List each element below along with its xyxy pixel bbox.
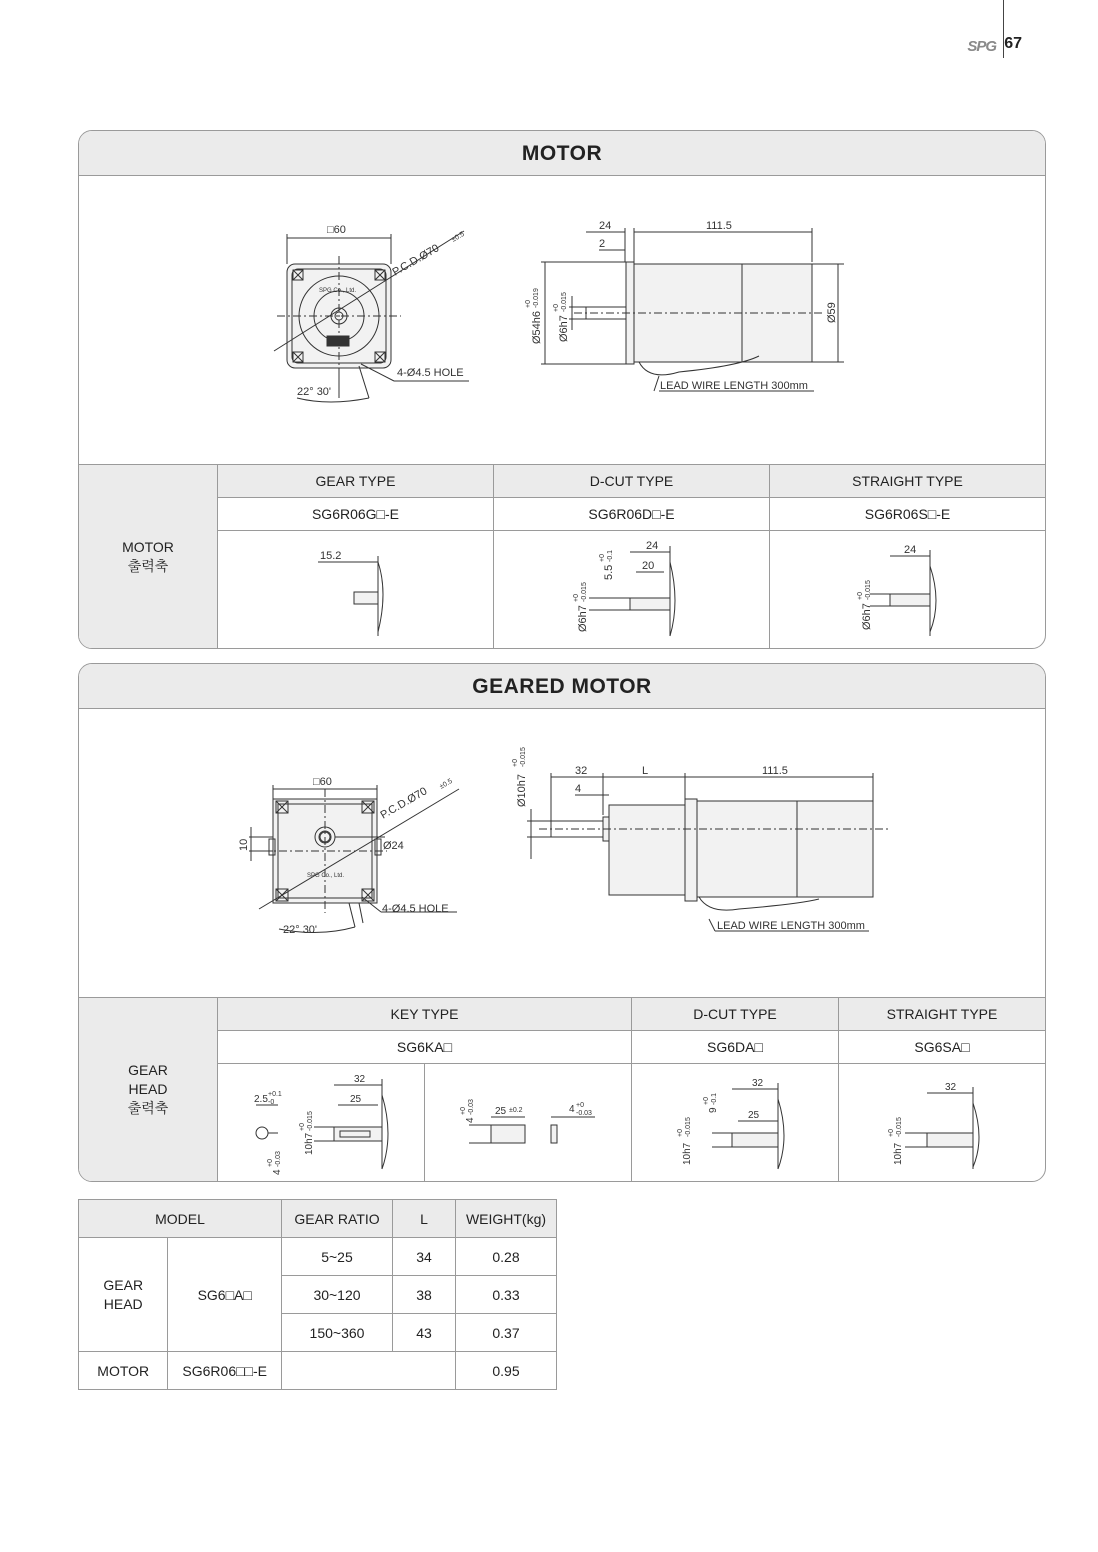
page-number: 67 bbox=[1004, 35, 1022, 52]
geared-side-1115-label: 111.5 bbox=[762, 765, 788, 777]
gear-type-dcut: D-CUT TYPE bbox=[632, 998, 839, 1031]
gear-model-key: SG6KA□ bbox=[218, 1031, 632, 1064]
gear-type-key: KEY TYPE bbox=[218, 998, 632, 1031]
geared-side-shaft-tol-up: +0 bbox=[512, 759, 519, 767]
motor-straight-shaft-tol-dn: -0.015 bbox=[865, 579, 872, 600]
gear-key-piece-drawing bbox=[425, 1064, 632, 1182]
geared-front-offset-label: 10 bbox=[238, 838, 250, 851]
motor-gear-shaft-drawing bbox=[218, 531, 494, 649]
header-gear-ratio: GEAR RATIO bbox=[282, 1200, 393, 1238]
geared-front-boss-label: Ø24 bbox=[383, 840, 404, 852]
gear-key-piece-side-tol-up: +0 bbox=[460, 1106, 467, 1115]
gear-head-model: SG6□A□ bbox=[168, 1238, 282, 1352]
motor-side-lead-label: LEAD WIRE LENGTH 300mm bbox=[660, 380, 808, 392]
gear-dcut-shaft-drawing bbox=[632, 1064, 839, 1182]
geared-side-shaft-tol-dn: -0.015 bbox=[520, 747, 527, 767]
table-row-weight: 0.28 bbox=[456, 1238, 557, 1276]
gear-straight-shaft-tol-dn: -0.015 bbox=[896, 1116, 903, 1137]
motor-side-shaft-tol-up: +0 bbox=[553, 304, 560, 312]
model-weight-table bbox=[78, 1199, 557, 1390]
motor-gear-dim: 15.2 bbox=[320, 549, 342, 562]
motor-dcut-shaft: Ø6h7 bbox=[577, 604, 589, 632]
geared-motor-title: GEARED MOTOR bbox=[79, 664, 1045, 709]
geared-front-hole-label: 4-Ø4.5 HOLE bbox=[382, 903, 449, 915]
motor-front-pcd-tol: ±0.5 bbox=[450, 230, 466, 244]
page-header bbox=[898, 30, 1098, 70]
geared-side-4-label: 4 bbox=[575, 783, 582, 795]
motor-side-pilot-label: Ø54h6 bbox=[531, 310, 543, 344]
motor-front-hole-label: 4-Ø4.5 HOLE bbox=[397, 367, 464, 379]
table-row-weight: 0.37 bbox=[456, 1314, 557, 1352]
geared-motor-drawings bbox=[79, 709, 1045, 997]
table-row-ratio: 5~25 bbox=[282, 1238, 393, 1276]
motor-spec-table bbox=[79, 464, 1045, 648]
motor-dcut-shaft-drawing bbox=[494, 531, 770, 649]
motor-straight-len: 24 bbox=[904, 543, 917, 556]
motor-dcut-flat-tol-up: +0 bbox=[599, 553, 606, 562]
motor-label: MOTOR bbox=[79, 1352, 168, 1390]
geared-side-shaft-label: Ø10h7 bbox=[516, 773, 528, 807]
gear-key-piece-side-tol-dn: -0.03 bbox=[468, 1098, 475, 1115]
gear-key-w: 2.5 bbox=[254, 1093, 268, 1105]
geared-side-lead-label: LEAD WIRE LENGTH 300mm bbox=[717, 920, 865, 932]
motor-straight-shaft-drawing bbox=[770, 531, 1046, 649]
gear-model-straight: SG6SA□ bbox=[839, 1031, 1046, 1064]
spg-logo: SPG bbox=[967, 38, 996, 55]
motor-dcut-shaft-tol-up: +0 bbox=[573, 593, 580, 602]
motor-panel bbox=[78, 130, 1046, 649]
gear-dcut-flat-tol-up: +0 bbox=[703, 1096, 710, 1105]
table-row-ratio: 30~120 bbox=[282, 1276, 393, 1314]
gear-key-h-tol-up: +0 bbox=[267, 1158, 274, 1167]
gear-key-piece-t-tol-dn: -0.03 bbox=[576, 1109, 592, 1117]
motor-side-24-label: 24 bbox=[599, 220, 612, 232]
motor-title: MOTOR bbox=[79, 131, 1045, 176]
motor-model-gear: SG6R06G□-E bbox=[218, 498, 494, 531]
motor-type-straight: STRAIGHT TYPE bbox=[770, 465, 1046, 498]
gear-key-piece-t-tol-up: +0 bbox=[576, 1101, 584, 1109]
gear-key-w-tol-dn: -0 bbox=[268, 1098, 275, 1106]
motor-dcut-flat-h: 5.5 bbox=[603, 564, 615, 580]
motor-side-shaft-tol-dn: -0.015 bbox=[561, 292, 568, 312]
gear-key-key-len: 25 bbox=[350, 1093, 362, 1105]
gear-key-w-tol-up: +0.1 bbox=[268, 1090, 282, 1098]
geared-side-32-label: 32 bbox=[575, 765, 588, 777]
table-row-l: 43 bbox=[393, 1314, 456, 1352]
motor-side-shaft-label: Ø6h7 bbox=[558, 315, 570, 342]
gear-straight-shaft: 10h7 bbox=[893, 1142, 904, 1165]
geared-side-view bbox=[527, 773, 889, 931]
table-row-weight: 0.33 bbox=[456, 1276, 557, 1314]
gear-dcut-len: 32 bbox=[752, 1077, 764, 1089]
table-row-ratio: 150~360 bbox=[282, 1314, 393, 1352]
motor-model-straight: SG6R06S□-E bbox=[770, 498, 1046, 531]
motor-dcut-shaft-tol-dn: -0.015 bbox=[581, 581, 588, 602]
gear-key-shaft-tol-dn: -0.015 bbox=[307, 1110, 314, 1131]
motor-dcut-flat: 20 bbox=[642, 559, 655, 572]
gear-dcut-flat-h: 9 bbox=[708, 1106, 719, 1113]
table-row-l: 38 bbox=[393, 1276, 456, 1314]
gear-key-h-tol-dn: -0.03 bbox=[275, 1150, 282, 1167]
motor-dcut-flat-tol-dn: -0.1 bbox=[607, 549, 614, 562]
motor-side-view bbox=[541, 228, 844, 391]
gear-key-piece-len-tol: ±0.2 bbox=[509, 1106, 523, 1114]
gear-dcut-shaft-tol-up: +0 bbox=[677, 1128, 684, 1137]
gear-key-piece-len: 25 bbox=[495, 1105, 507, 1117]
geared-front-pcd-tol: ±0.5 bbox=[438, 777, 454, 791]
motor-side-body-label: Ø59 bbox=[826, 302, 838, 323]
gear-key-piece-side: 4 bbox=[465, 1116, 476, 1123]
gear-head-label: GEAR HEAD bbox=[79, 1238, 168, 1352]
geared-front-pcd-label: P.C.D.Ø70 bbox=[378, 785, 430, 822]
geared-motor-drawing-svg bbox=[79, 709, 1045, 997]
motor-straight-shaft: Ø6h7 bbox=[861, 602, 873, 630]
motor-straight-shaft-tol-up: +0 bbox=[857, 591, 864, 600]
gear-dcut-shaft: 10h7 bbox=[682, 1142, 693, 1165]
geared-spec-table bbox=[79, 997, 1045, 1181]
gear-key-shaft-tol-up: +0 bbox=[299, 1122, 306, 1131]
motor-row-label: MOTOR 출력축 bbox=[79, 465, 218, 649]
gear-straight-len: 32 bbox=[945, 1081, 957, 1093]
motor-front-angle-label: 22° 30' bbox=[297, 386, 332, 398]
motor-drawings bbox=[79, 176, 1045, 464]
gear-straight-shaft-drawing bbox=[839, 1064, 1046, 1182]
motor-drawing-svg bbox=[79, 176, 1045, 464]
header-weight: WEIGHT(kg) bbox=[456, 1200, 557, 1238]
motor-front-pcd-label: P.C.D.Ø70 bbox=[390, 242, 442, 279]
motor-front-square-label: □60 bbox=[327, 224, 346, 236]
motor-front-brand: SPG Co., Ltd. bbox=[319, 288, 357, 294]
gear-key-shaft-drawing bbox=[218, 1064, 425, 1182]
motor-model-dcut: SG6R06D□-E bbox=[494, 498, 770, 531]
motor-type-dcut: D-CUT TYPE bbox=[494, 465, 770, 498]
motor-side-2-label: 2 bbox=[599, 238, 606, 250]
gear-key-len: 32 bbox=[354, 1073, 366, 1085]
motor-side-pilot-tol-up: +0 bbox=[525, 300, 532, 308]
gear-dcut-flat: 25 bbox=[748, 1109, 760, 1121]
motor-dcut-len: 24 bbox=[646, 539, 659, 552]
gear-dcut-flat-tol-dn: -0.1 bbox=[711, 1092, 718, 1105]
motor-model: SG6R06□□-E bbox=[168, 1352, 282, 1390]
gear-straight-shaft-tol-up: +0 bbox=[888, 1128, 895, 1137]
geared-side-l-label: L bbox=[642, 765, 649, 777]
gear-type-straight: STRAIGHT TYPE bbox=[839, 998, 1046, 1031]
motor-side-pilot-tol-dn: -0.019 bbox=[533, 288, 540, 308]
header-model: MODEL bbox=[79, 1200, 282, 1238]
gear-key-piece-t: 4 bbox=[569, 1103, 575, 1115]
gear-dcut-shaft-tol-dn: -0.015 bbox=[685, 1116, 692, 1137]
geared-front-square-label: □60 bbox=[313, 776, 332, 788]
gear-key-h: 4 bbox=[272, 1168, 283, 1175]
gear-head-row-label: GEAR HEAD 출력축 bbox=[79, 998, 218, 1182]
gear-model-dcut: SG6DA□ bbox=[632, 1031, 839, 1064]
header-l: L bbox=[393, 1200, 456, 1238]
motor-type-gear: GEAR TYPE bbox=[218, 465, 494, 498]
motor-empty-cell bbox=[282, 1352, 456, 1390]
motor-side-1115-label: 111.5 bbox=[706, 220, 732, 232]
gear-key-shaft: 10h7 bbox=[304, 1132, 315, 1155]
table-row-l: 34 bbox=[393, 1238, 456, 1276]
motor-weight: 0.95 bbox=[456, 1352, 557, 1390]
geared-front-angle-label: 22° 30' bbox=[283, 924, 318, 936]
geared-motor-panel bbox=[78, 663, 1046, 1182]
geared-front-brand: SPG Co., Ltd. bbox=[307, 873, 345, 879]
